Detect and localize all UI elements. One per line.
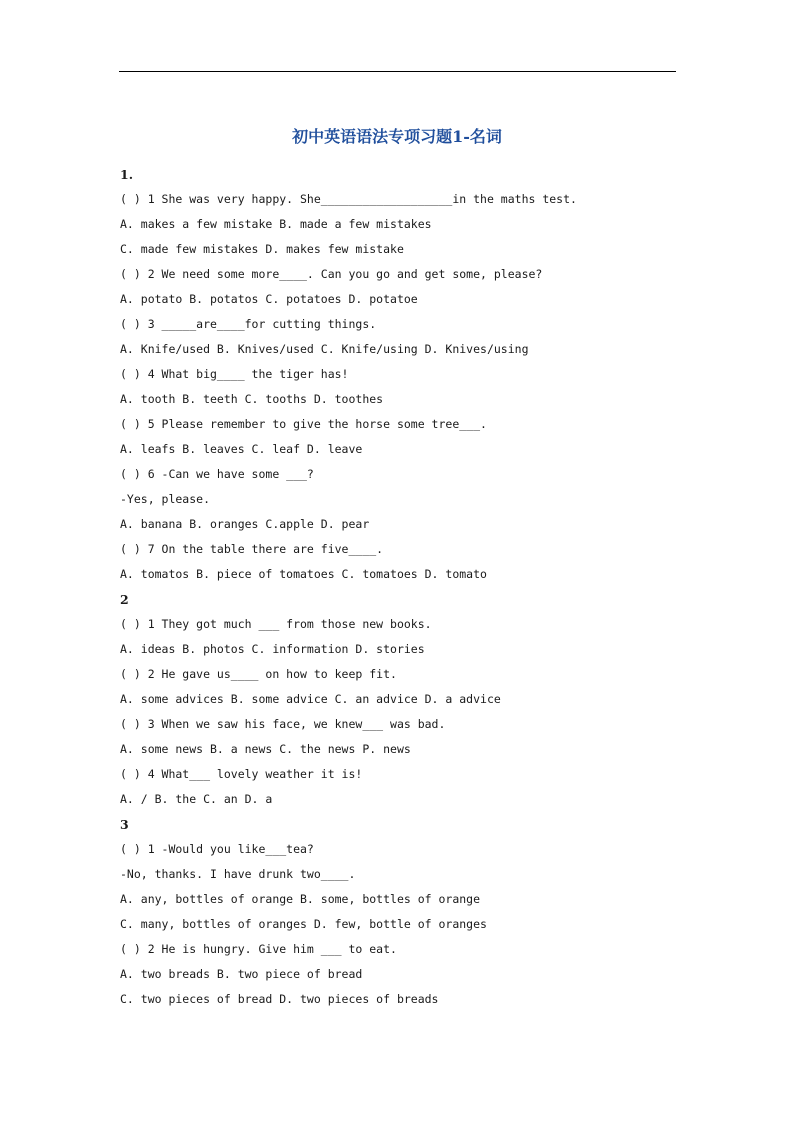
exercise-line: ( ) 6 -Can we have some ___? xyxy=(120,467,314,481)
exercise-line: A. some news B. a news C. the news P. news xyxy=(120,742,411,756)
exercise-line: A. two breads B. two piece of bread xyxy=(120,967,363,981)
exercise-line: A. makes a few mistake B. made a few mistakes xyxy=(120,217,432,231)
document-title: 初中英语语法专项习题1-名词 xyxy=(292,127,502,146)
section-heading: 2 xyxy=(120,592,129,607)
exercise-line: ( ) 1 -Would you like___tea? xyxy=(120,842,314,856)
exercise-line: C. two pieces of bread D. two pieces of breads xyxy=(120,992,439,1006)
exercise-line: C. made few mistakes D. makes few mistake xyxy=(120,242,404,256)
section-heading: 1. xyxy=(120,167,134,182)
exercise-line: ( ) 2 He gave us____ on how to keep fit. xyxy=(120,667,397,681)
exercise-line: A. some advices B. some advice C. an advice D. a advice xyxy=(120,692,501,706)
exercise-line: ( ) 3 When we saw his face, we knew___ was bad. xyxy=(120,717,446,731)
exercise-line: ( ) 5 Please remember to give the horse some tree___. xyxy=(120,417,487,431)
section-heading: 3 xyxy=(120,817,129,832)
exercise-line: A. / B. the C. an D. a xyxy=(120,792,273,806)
exercise-line: A. tomatos B. piece of tomatoes C. tomatoes D. tomato xyxy=(120,567,487,581)
exercise-line: ( ) 4 What big____ the tiger has! xyxy=(120,367,349,381)
exercise-line: A. any, bottles of orange B. some, bottles of orange xyxy=(120,892,481,906)
header-rule xyxy=(119,71,676,72)
exercise-line: C. many, bottles of oranges D. few, bottle of oranges xyxy=(120,917,487,931)
exercise-body xyxy=(120,162,720,1012)
exercise-line: ( ) 3 _____are____for cutting things. xyxy=(120,317,377,331)
exercise-line: ( ) 7 On the table there are five____. xyxy=(120,542,384,556)
exercise-line: -Yes, please. xyxy=(120,492,211,506)
exercise-line: ( ) 2 He is hungry. Give him ___ to eat. xyxy=(120,942,397,956)
exercise-line: ( ) 1 They got much ___ from those new books. xyxy=(120,617,432,631)
exercise-line: A. leafs B. leaves C. leaf D. leave xyxy=(120,442,363,456)
exercise-line: A. potato B. potatos C. potatoes D. potatoe xyxy=(120,292,418,306)
exercise-line: -No, thanks. I have drunk two____. xyxy=(120,867,356,881)
exercise-line: A. ideas B. photos C. information D. stories xyxy=(120,642,425,656)
exercise-line: A. banana B. oranges C.apple D. pear xyxy=(120,517,370,531)
exercise-line: A. Knife/used B. Knives/used C. Knife/using D. Knives/using xyxy=(120,342,529,356)
exercise-line: ( ) 4 What___ lovely weather it is! xyxy=(120,767,363,781)
exercise-line: ( ) 1 She was very happy. She___________________in the maths test. xyxy=(120,192,577,206)
exercise-line: A. tooth B. teeth C. tooths D. toothes xyxy=(120,392,384,406)
exercise-line: ( ) 2 We need some more____. Can you go and get some, please? xyxy=(120,267,543,281)
